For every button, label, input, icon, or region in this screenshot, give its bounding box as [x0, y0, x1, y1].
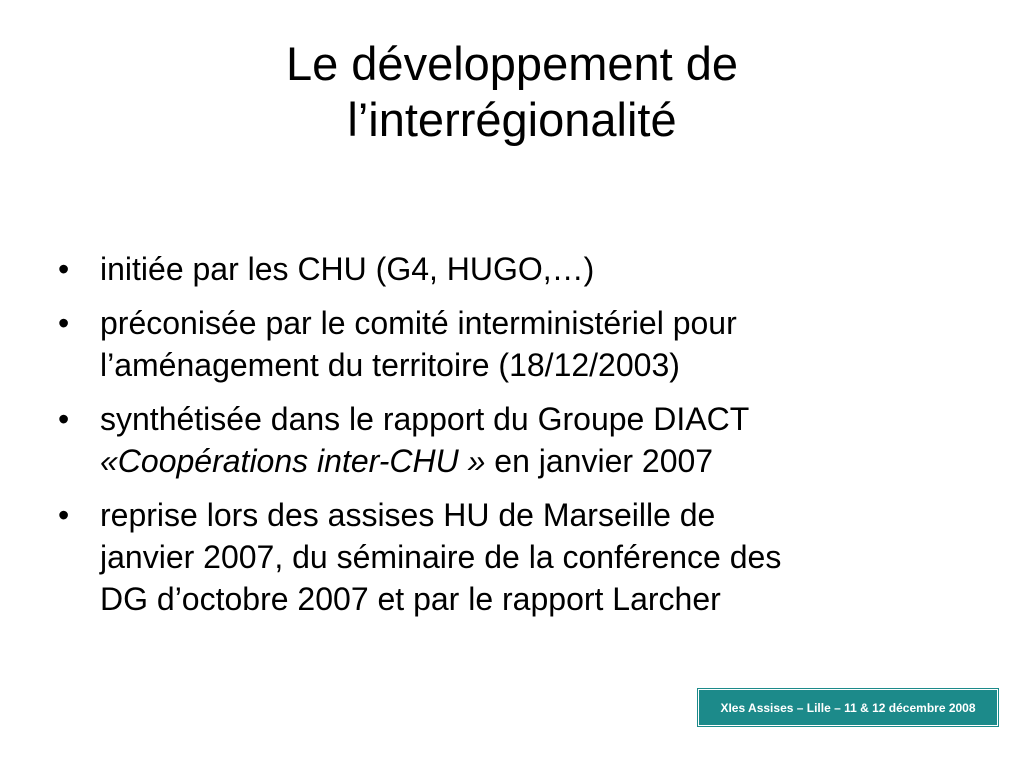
- slide-title-line-1: Le développement de: [285, 37, 739, 90]
- bullet-list: [58, 248, 978, 632]
- bullet-2-line-1: préconisée par le comité interministériel pour: [100, 305, 737, 341]
- bullet-4-line-1: reprise lors des assises HU de Marseille de: [100, 497, 716, 533]
- bullet-dot-icon: •: [58, 305, 70, 341]
- bullet-dot-icon: •: [58, 251, 70, 287]
- footer-event-badge: XIes Assises – Lille – 11 & 12 décembre 2008: [698, 689, 998, 726]
- bullet-item-4: [58, 494, 978, 620]
- bullet-3-line-2: [100, 440, 978, 482]
- slide-title-line-2: l’interrégionalité: [347, 93, 677, 146]
- slide-title: [0, 36, 1024, 148]
- bullet-3-report-title: «Coopérations inter-CHU »: [100, 443, 486, 479]
- bullet-1-line-1: initiée par les CHU (G4, HUGO,…): [100, 251, 595, 287]
- bullet-item-1: [58, 248, 978, 290]
- bullet-dot-icon: •: [58, 401, 70, 437]
- bullet-item-3: [58, 398, 978, 482]
- bullet-4-line-3: DG d’octobre 2007 et par le rapport Larcher: [100, 581, 721, 617]
- bullet-dot-icon: •: [58, 497, 70, 533]
- bullet-item-2: [58, 302, 978, 386]
- bullet-4-line-2: janvier 2007, du séminaire de la conférence des: [100, 539, 782, 575]
- bullet-3-line-1: synthétisée dans le rapport du Groupe DIACT: [100, 401, 750, 437]
- bullet-2-line-2: l’aménagement du territoire (18/12/2003): [100, 347, 680, 383]
- bullet-3-date-text: en janvier 2007: [485, 443, 714, 479]
